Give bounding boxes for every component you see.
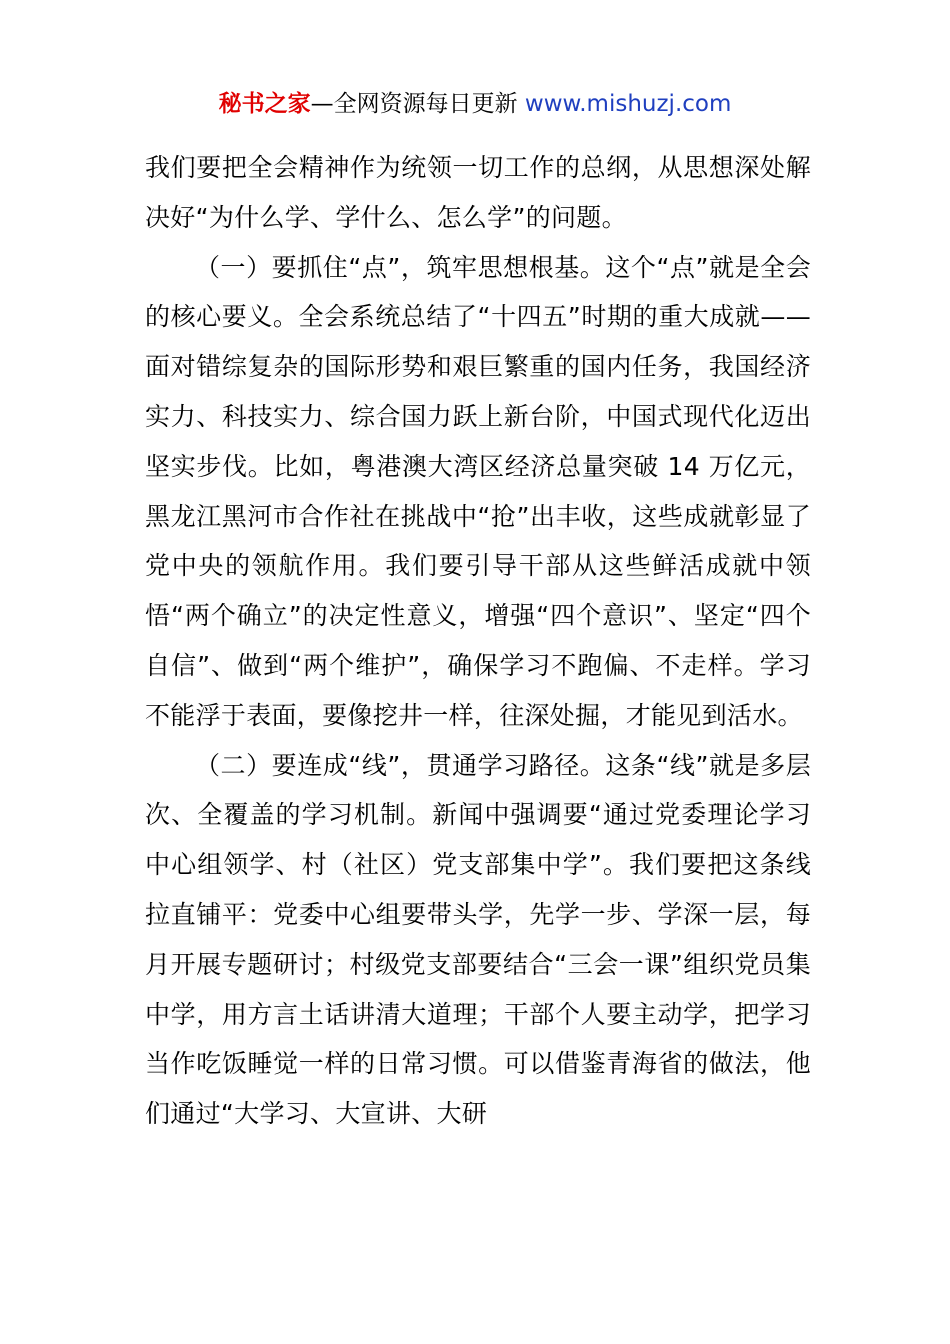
- paragraph-continuation: 我们要把全会精神作为统领一切工作的总纲，从思想深处解决好“为什么学、学什么、怎么学”的问题。: [145, 153, 811, 232]
- paragraph-section-1: （一）要抓住“点”，筑牢思想根基。这个“点”就是全会的核心要义。全会系统总结了“十四五”时期的重大成就——面对错综复杂的国际形势和艰巨繁重的国内任务，我国经济实力、科技实力、综合国力跃上新台阶，中国式现代化迈出坚实步伐。比如，粤港澳大湾区经济总量突破 14 万亿元，黑龙江黑河市合作社在挑战中“抢”出丰收，这些成就彰显了党中央的领航作用。我们要引导干部从这些鲜活成就中领悟“两个确立”的决定性意义，增强“四个意识”、坚定“四个自信”、做到“两个维护”，确保学习不跑偏、不走样。学习不能浮于表面，要像挖井一样，往深处掘，才能见到活水。: [145, 252, 811, 730]
- site-brand: 秘书之家: [218, 91, 311, 117]
- site-header: [0, 86, 950, 122]
- site-tagline: —全网资源每日更新: [310, 91, 525, 117]
- document-body: [145, 143, 811, 1139]
- site-url-link[interactable]: www.mishuzj.com: [524, 91, 732, 117]
- paragraph-section-2: （二）要连成“线”，贯通学习路径。这条“线”就是多层次、全覆盖的学习机制。新闻中强调要“通过党委理论学习中心组领学、村（社区）党支部集中学”。我们要把这条线拉直铺平：党委中心组要带头学，先学一步、学深一层，每月开展专题研讨；村级党支部要结合“三会一课”组织党员集中学，用方言土话讲清大道理；干部个人要主动学，把学习当作吃饭睡觉一样的日常习惯。可以借鉴青海省的做法，他们通过“大学习、大宣讲、大研: [145, 750, 811, 1129]
